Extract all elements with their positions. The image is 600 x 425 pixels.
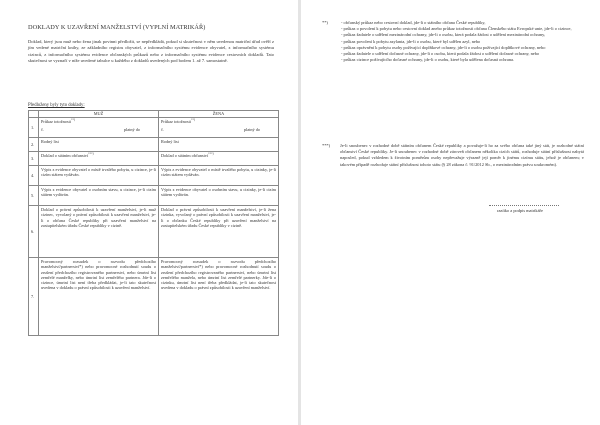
man-cell: Rodný list [39, 138, 159, 152]
footnote-list-item: - průkaz povolení k pobytu azylanta, jde-li o osobu, které byl udělen azyl, nebo [341, 38, 481, 44]
woman-citizenship-label: Doklad o státním občanství [161, 153, 209, 158]
row-number: 6. [29, 206, 39, 258]
footnote-mark: **) [322, 20, 328, 25]
header-woman: ŽENA [159, 111, 279, 118]
row-number: 7. [29, 258, 39, 336]
right-page [301, 0, 600, 425]
woman-cell: Pravomocný rozsudek o rozvodu předchozího manželství/partnerství*) nebo pravomocné rozhodnutí soudu o zrušení předchozího registrovaného partnerství, nebo úmrtní list zemřelého manžela, nebo úmrtní list zemřelé partnerky. Jde-li o cizinku, úmrtní list není třeba předkládat, je-li tato skutečnost uvedena v dokladu o právní způsobilosti k uzavření manželství. [159, 258, 279, 336]
woman-id-number-label: č. [161, 127, 164, 133]
man-cell: Výpis z evidence obyvatel o osobním stavu, u cizince, je-li cizím státem vydáván. [39, 186, 159, 206]
woman-cell: Doklad o právní způsobilosti k uzavření manželství, je-li žena cizinka, vyvolaný o právní způsobilosti k uzavření manželství, je-li o občanku České republiky při uzavření manželství na zastupitelském úřadu České republiky v cizině. [159, 206, 279, 258]
footnote-mark: **) [70, 117, 75, 122]
row-number: 2. [29, 138, 39, 152]
man-id-cell [39, 118, 159, 138]
documents-table [28, 110, 279, 336]
document-title: DOKLADY K UZAVŘENÍ MANŽELSTVÍ (VYPLNÍ MATRIKÁŘ) [28, 24, 206, 31]
footnote-list-item: - průkaz oprávnění k pobytu osoby požívající doplňkové ochrany, jde-li o osobu požívající doplňkové ochrany, nebo [341, 44, 546, 50]
footnote-list-item: - průkaz žadatele o udělení mezinárodní ochrany, jde-li o osobu, která podala žádost o udělení mezinárodní ochrany, [341, 32, 546, 38]
row-number: 4. [29, 166, 39, 186]
header-man: MUŽ [39, 111, 159, 118]
table-row [29, 166, 279, 186]
footnote-mark: **) [190, 117, 195, 122]
man-cell [39, 152, 159, 166]
woman-cell: Rodný list [159, 138, 279, 152]
left-page [0, 0, 298, 425]
man-cell: Pravomocný rozsudek o rozvodu předchozího manželství/partnerství*) nebo pravomocné rozhodnutí soudu o zrušení předchozího registrovaného partnerství, nebo úmrtní list zemřelé manželky, nebo úmrtní list zemřelého partnera. Jde-li o cizince, úmrtní list není třeba předkládat, je-li tato skutečnost uvedena v dokladu o právní způsobilosti k uzavření manželství. [39, 258, 159, 336]
woman-cell: Výpis z evidence obyvatel o osobním stavu, u cizinky, je-li cizím státem vydáván. [159, 186, 279, 206]
header-empty [29, 111, 39, 118]
footnote-citizenship [322, 143, 584, 168]
table-row [29, 186, 279, 206]
signature-label: razítko a podpis matrikáře [497, 208, 543, 213]
signature-line [489, 205, 559, 206]
table-header-row [29, 111, 279, 118]
table-row [29, 206, 279, 258]
man-id-number-label: č. [41, 127, 44, 133]
documents-label: Předloženy byly tyto doklady: [28, 103, 85, 108]
man-cell: Výpis z evidence obyvatel o místě trvalého pobytu, u cizince, je-li cizím státem vydáván. [39, 166, 159, 186]
row-number: 3. [29, 152, 39, 166]
footnote-id-documents [322, 20, 584, 63]
man-id-valid-label: platný do [123, 127, 140, 133]
woman-id-valid-label: platný do [243, 127, 260, 133]
footnote-mark: ***) [88, 151, 94, 156]
footnote-list-item: - průkaz žadatele o udělení dočasné ochrany, jde-li o osobu, která podala žádost o udělení dočasné ochrany, nebo [341, 51, 540, 57]
man-citizenship-label: Doklad o státním občanství [41, 153, 89, 158]
row-number: 5. [29, 186, 39, 206]
woman-id-label: Průkaz totožnosti [161, 119, 191, 124]
table-row [29, 152, 279, 166]
footnote-list-item: - průkaz cizince požívajícího dočasné ochrany, jde-li o osobu, které byla udělena dočasná ochrana. [341, 57, 515, 63]
woman-cell [159, 152, 279, 166]
intro-paragraph: Doklad, který jsou muž nebo žena jinak povinni předložit, se nepředkládá, pokud si skutečnost v něm uvedenou matriční úřad ověří z jím vedené matriční knihy, ze základního registru obyvatel, z informačního systému evidence obyvatel, z informačního systému cizinců, z informačního systému evidence občanských průkazů nebo z informačního systému evidence cestovních dokladů. Tato skutečnost se vyznačí v níže uvedené tabulce u každého z dokladů uvedených pod bodem 1. až 7. samostatně. [28, 39, 274, 64]
table-row [29, 258, 279, 336]
footnote-mark: ***) [322, 143, 331, 148]
footnote-list [340, 20, 584, 63]
woman-cell: Výpis z evidence obyvatel o místě trvalého pobytu, u cizinky, je-li cizím státem vydáván. [159, 166, 279, 186]
table-row [29, 118, 279, 138]
footnote-list-item: - průkaz o povolení k pobytu nebo cestovní doklad anebo průkaz totožnosti občana Členského státu Evropské unie, jde-li o cizince, [341, 26, 572, 32]
woman-id-cell [159, 118, 279, 138]
row-number: 1. [29, 118, 39, 138]
footnote-list-item: - občanský průkaz nebo cestovní doklad, jde-li o státního občana České republiky, [341, 20, 486, 25]
footnote-mark: ***) [208, 151, 214, 156]
footnote-text: Je-li snoubenec v rozhodné době státním občanem České republiky a považuje-li ho za svého občana také jiný stát, je rozhodné státní občanství České republiky. Je-li snoubenec v rozhodné době zároveň občanem několika cizích států, rozhoduje státní příslušnost nabytá naposled, pokud vzhledem k životním poměrům osoby nepřevažuje výrazně její poměr k jinému cizímu státu, jehož je občanem; v takovém případě rozhoduje státní příslušnost tohoto státu (§ 28 zákona č. 91/2012 Sb., o mezinárodním právu soukromém). [340, 143, 584, 167]
man-cell: Doklad o právní způsobilosti k uzavření manželství, je-li muž cizinec, vyvolaný o právní způsobilosti k uzavření manželství, je-li o občana České republiky při uzavření manželství na zastupitelském úřadu České republiky v cizině. [39, 206, 159, 258]
table-row [29, 138, 279, 152]
man-id-label: Průkaz totožnosti [41, 119, 71, 124]
